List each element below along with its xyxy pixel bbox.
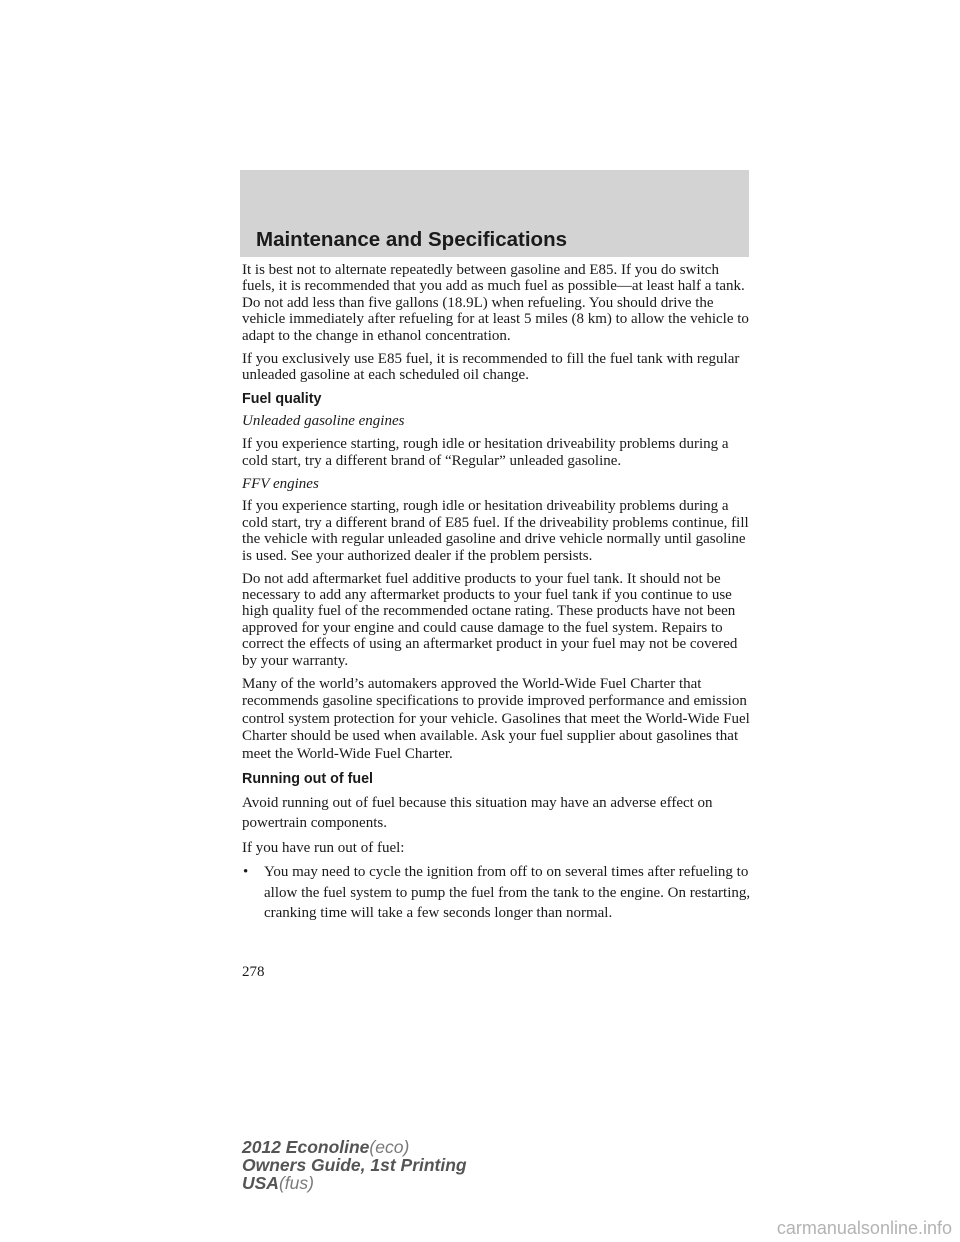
subsection-heading-fuel-quality: Fuel quality xyxy=(242,391,322,408)
document-footer xyxy=(242,1138,467,1192)
watermark: carmanualsonline.info xyxy=(776,1218,952,1238)
paragraph: Do not add aftermarket fuel additive products to your fuel tank. It should not be necessary to add any aftermarket products to your fuel tank if you continue to use high quality fuel of the recommended octane rating. These products have not been approved for your engine and could cause damage to the fuel system. Repairs to correct the effects of using an aftermarket product in your fuel may not be covered by your warranty. xyxy=(242,570,738,669)
footer-edition: Owners Guide, 1st Printing xyxy=(242,1155,467,1175)
footer-model-code: (eco) xyxy=(369,1137,410,1157)
paragraph: It is best not to alternate repeatedly between gasoline and E85. If you do switch fuels, it is recommended that you add as much fuel as possible—at least half a tank. Do not add less than five gallons (18.9L) when refueling. You should drive the vehicle immediately after refueling for at least 5 miles (8 km) to allow the vehicle to adapt to the change in ethanol concentration. xyxy=(242,262,749,344)
paragraph: Many of the world’s automakers approved the World-Wide Fuel Charter that recommends gasoline specifications to provide improved performance and emission control system protection for your vehicle. Gasolines that meet the World-Wide Fuel Charter should be used when available. Ask your fuel supplier about gasolines that meet the World-Wide Fuel Charter. xyxy=(242,675,750,762)
list-item xyxy=(242,862,754,924)
paragraph: Avoid running out of fuel because this situation may have an adverse effect on powertrain components. xyxy=(242,795,713,832)
footer-region-code: (fus) xyxy=(278,1173,314,1193)
paragraph: If you experience starting, rough idle or hesitation driveability problems during a cold start, try a different brand of “Regular” unleaded gasoline. xyxy=(242,436,729,469)
paragraph: If you experience starting, rough idle or hesitation driveability problems during a cold start, try a different brand of E85 fuel. If the driveability problems continue, fill the vehicle with regular unleaded gasoline and drive vehicle normally until gasoline is used. See your authorized dealer if the problem persists. xyxy=(242,498,749,564)
bullet-icon: • xyxy=(243,864,249,881)
subheading-unleaded-engines: Unleaded gasoline engines xyxy=(242,413,405,430)
paragraph: If you have run out of fuel: xyxy=(242,839,405,856)
paragraph: If you exclusively use E85 fuel, it is recommended to fill the fuel tank with regular unleaded gasoline at each scheduled oil change. xyxy=(242,350,740,383)
subheading-ffv-engines: FFV engines xyxy=(242,475,319,492)
section-title: Maintenance and Specifications xyxy=(256,228,567,251)
page-number: 278 xyxy=(242,964,265,980)
footer-model: 2012 Econoline xyxy=(242,1137,370,1157)
subsection-heading-running-out: Running out of fuel xyxy=(242,771,374,788)
footer-region: USA xyxy=(242,1173,279,1193)
page-content xyxy=(242,262,754,930)
list-item-text: You may need to cycle the ignition from off to on several times after refueling to allow the fuel system to pump the fuel from the tank to the engine. On restarting, cranking time will take a few seconds longer than normal. xyxy=(264,864,751,922)
